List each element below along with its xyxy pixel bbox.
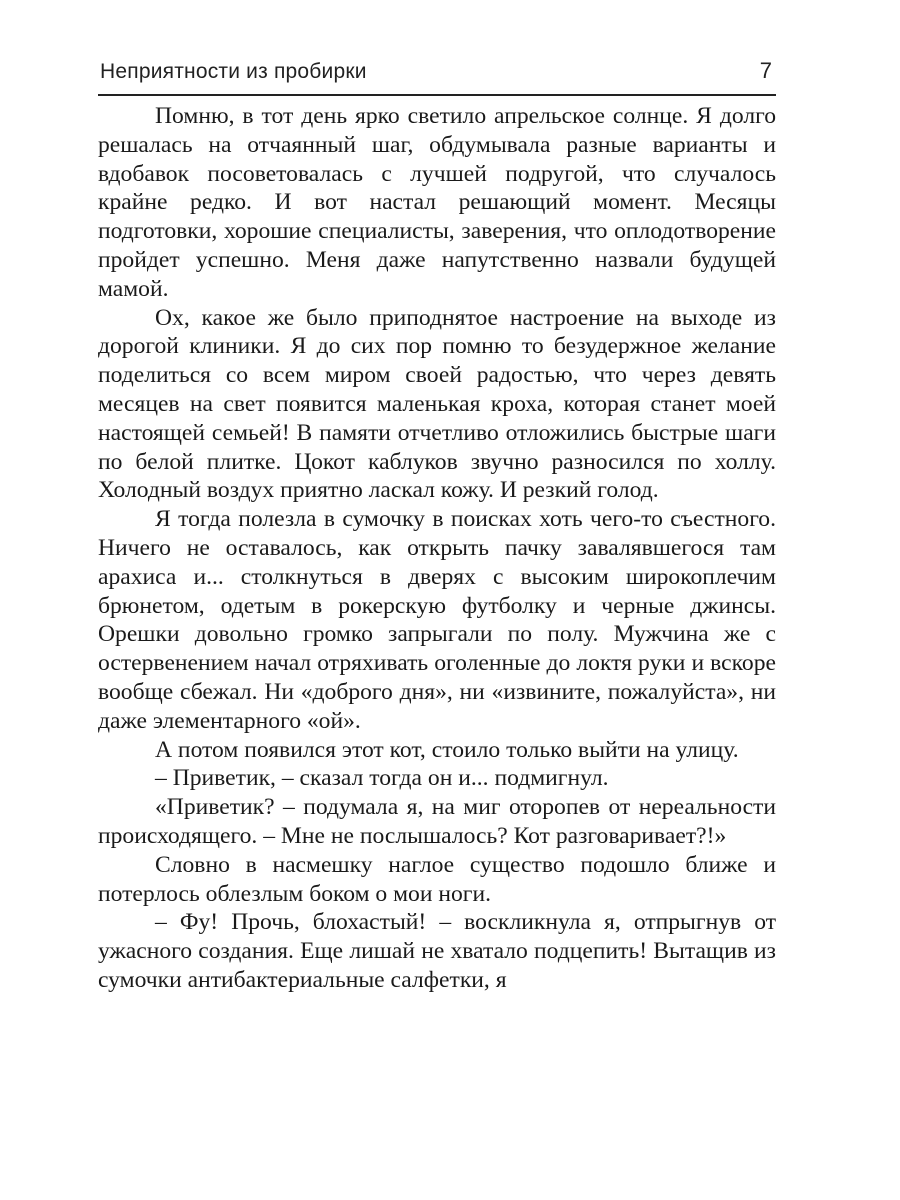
paragraph: Словно в насмешку наглое существо подошло ближе и потерлось облезлым боком о мои ноги. bbox=[98, 851, 776, 907]
running-title: Неприятности из пробирки bbox=[100, 60, 367, 83]
page-header bbox=[98, 56, 776, 96]
paragraph: Я тогда полезла в сумочку в поисках хоть чего-то съестного. Ничего не оставалось, как открыть пачку завалявшегося там арахиса и... столкнуться в дверях с высоким широкоплечим брюнетом, одетым в рокерскую футболку и черные джинсы. Орешки довольно громко запрыгали по полу. Мужчина же с остервенением начал отряхивать оголенные до локтя руки и вскоре вообще сбежал. Ни «доброго дня», ни «извините, пожалуйста», ни даже элементарного «ой». bbox=[98, 506, 776, 734]
paragraph: А потом появился этот кот, стоило только выйти на улицу. bbox=[155, 736, 739, 763]
paragraph: Ох, какое же было приподнятое настроение на выходе из дорогой клиники. Я до сих пор помню то безудержное желание поделиться со всем миром своей радостью, что через девять месяцев на свет появится маленькая кроха, которая станет моей настоящей семьей! В памяти отчетливо отложились быстрые шаги по белой плитке. Цокот каблуков звучно разносился по холлу. Холодный воздух приятно ласкал кожу. И резкий голод. bbox=[98, 304, 776, 504]
body-text bbox=[98, 102, 776, 995]
paragraph: Помню, в тот день ярко светило апрельское солнце. Я долго решалась на отчаянный шаг, обдумывала разные варианты и вдобавок посоветовалась с лучшей подругой, что случалось крайне редко. И вот настал решающий момент. Месяцы подготовки, хорошие специалисты, заверения, что оплодотворение пройдет успешно. Меня даже напутственно назвали будущей мамой. bbox=[98, 103, 776, 302]
page-number: 7 bbox=[759, 58, 772, 83]
paragraph: – Приветик, – сказал тогда он и... подмигнул. bbox=[155, 765, 609, 792]
paragraph: – Фу! Прочь, блохастый! – воскликнула я, отпрыгнув от ужасного создания. Еще лишай не хватало подцепить! Вытащив из сумочки антибактериальные салфетки, я bbox=[98, 909, 776, 993]
paragraph: «Приветик? – подумала я, на миг оторопев от нереальности происходящего. – Мне не послышалось? Кот разговаривает?!» bbox=[98, 794, 776, 849]
